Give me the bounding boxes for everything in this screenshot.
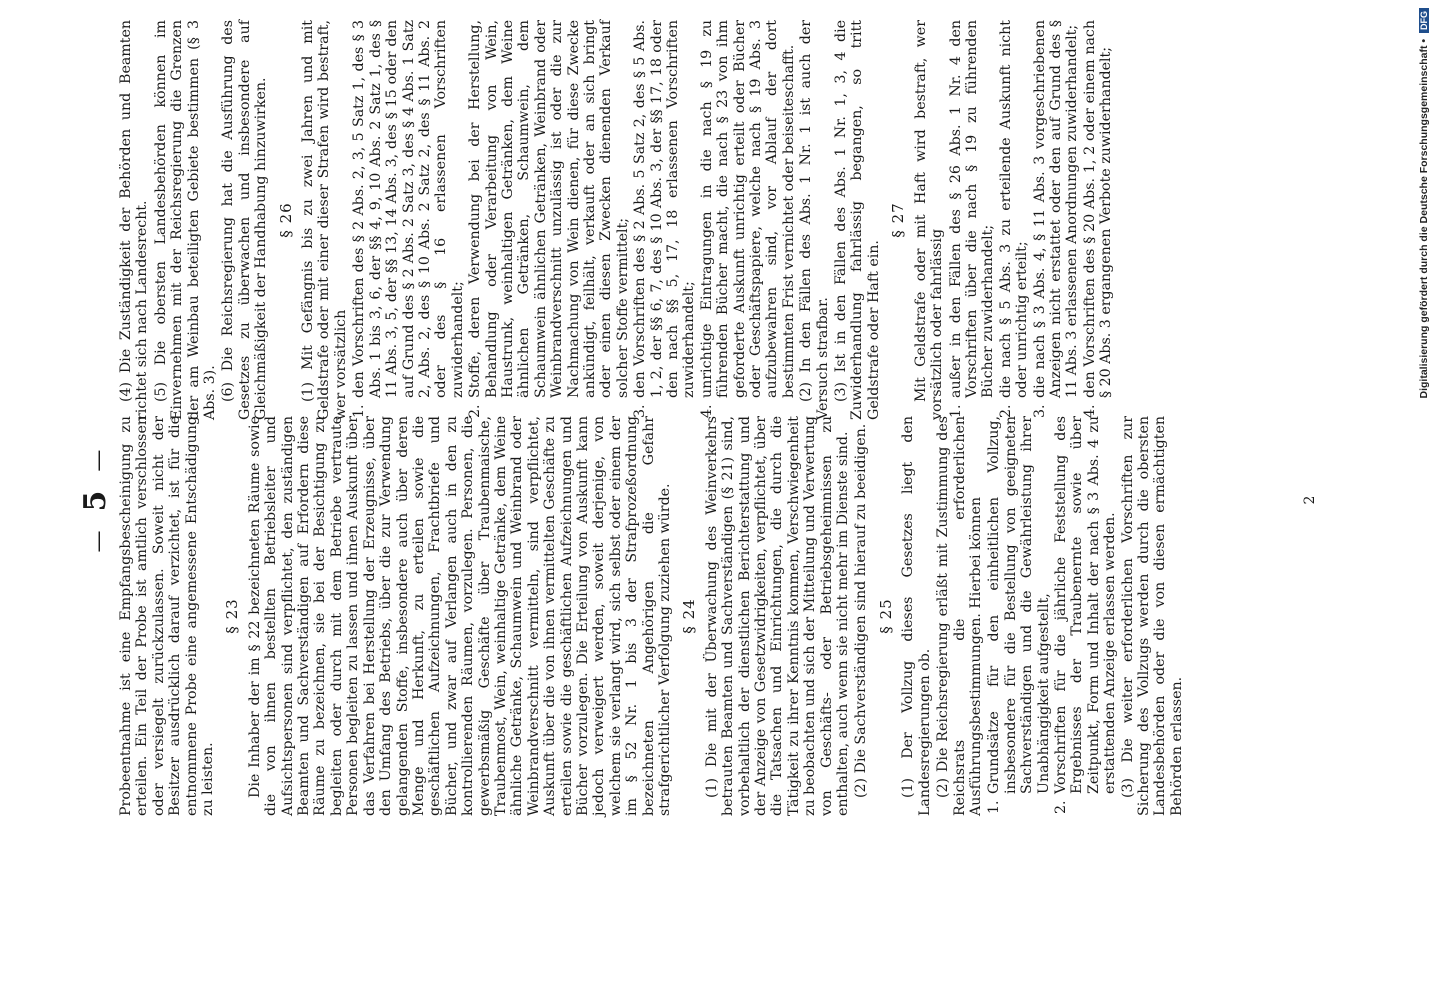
list-item: 3. die nach § 3 Abs. 4, § 11 Abs. 3 vorgeschriebenen Anzeigen nicht erstattet oder den auf Grund des § 11 Abs. 3 erlassenen Anordnungen zuwiderhandelt; [1032, 20, 1081, 400]
page-number: 5 [78, 488, 113, 512]
paragraph: (2) Die Reichsregierung erläßt mit Zustimmung des Reichsrats die erforderlichen Ausführungsbestimmungen. Hierbei können [935, 416, 984, 816]
section-heading-24: § 24 [680, 598, 699, 634]
paragraph: (2) In den Fällen des Abs. 1 Nr. 1 ist auch der Versuch strafbar. [798, 20, 831, 420]
paragraph: (5) Die obersten Landesbehörden können im Einvernehmen mit der Reichsregierung die Grenzen der am Weinbau beteiligten Gebiete bestimmen (§ 3 Abs. 3). [152, 20, 219, 420]
digitization-credit [1418, 0, 1430, 1000]
header-dash-left: — [86, 528, 111, 553]
paragraph: (6) Die Reichsregierung hat die Ausführung des Gesetzes zu überwachen und insbesondere auf Gleichmäßigkeit der Handhabung hinzuwirken. [220, 20, 270, 420]
numbered-list [986, 416, 1118, 816]
list-item: 1. außer in den Fällen des § 26 Abs. 1 Nr. 4 den Vorschriften über die nach § 19 zu führenden Bücher zuwiderhandelt; [948, 20, 997, 400]
paragraph: (3) Die weiter erforderlichen Vorschriften zur Sicherung des Vollzugs werden durch die obersten Landesbehörden oder die von diesen ermächtigten Behörden erlassen. [1119, 416, 1185, 816]
header-dash-right: — [86, 447, 111, 472]
list-item: 4. unrichtige Eintragungen in die nach § 19 zu führenden Bücher macht, die nach § 23 von ihm geforderte Auskunft unrichtig erteilt oder Bücher oder Geschäftspapiere, welche nach § 19 Abs. 3 aufzubewahren sind, vor Ablauf der dort bestimmten Frist vernichtet oder beiseiteschafft. [699, 20, 797, 400]
paragraph: (1) Mit Gefängnis bis zu zwei Jahren und mit Geldstrafe oder mit einer dieser Strafen wird bestraft, wer vorsätzlich [300, 20, 349, 420]
paragraph: Probeentnahme ist eine Empfangsbescheinigung zu erteilen. Ein Teil der Probe ist amtlich verschlossen oder versiegelt zurückzulassen. Soweit nicht der Besitzer ausdrücklich darauf verzichtet, ist für die entnommene Probe eine angemessene Entschädigung zu leisten. [118, 416, 217, 816]
dfg-logo: DFG [1419, 8, 1429, 33]
list-item: 2. Stoffe, deren Verwendung bei der Herstellung, Behandlung oder Verarbeitung von Wein, Haustrunk, weinhaltigen Getränken, dem Weine ähnlichen Getränken, Schaumwein, dem Schaumwein ähnlichen Getränken, Weinbrand oder Weinbrandverschnitt unzulässig ist oder die zur Nachmachung von Wein dienen, für diese Zwecke ankündigt, feilhält, verkauft oder an sich bringt oder einen diesen Zwecken dienenden Verkauf solcher Stoffe vermittelt; [467, 20, 631, 400]
page-header [78, 0, 113, 1000]
right-column [118, 20, 1116, 420]
section-heading-27: § 27 [889, 202, 908, 238]
section-heading-23: § 23 [223, 598, 242, 634]
credit-text: Digitalisierung gefördert durch die Deutsche Forschungsgemeinschaft • [1418, 38, 1430, 399]
list-item: 4. den Vorschriften des § 20 Abs. 1, 2 oder einem nach § 20 Abs. 3 ergangenen Verbote zuwiderhandelt; [1082, 20, 1115, 400]
section-heading-26: § 26 [276, 202, 295, 238]
paragraph: Mit Geldstrafe oder mit Haft wird bestraft, wer vorsätzlich oder fahrlässig [912, 20, 946, 420]
left-column [118, 416, 1187, 816]
list-item: 3. den Vorschriften des § 2 Abs. 5 Satz 2, des § 5 Abs. 1, 2, der §§ 6, 7, des § 10 Abs. 3, der §§ 17, 18 oder den nach §§ 5, 17, 18 erlassenen Vorschriften zuwiderhandelt; [632, 20, 698, 400]
section-heading-25: § 25 [876, 598, 895, 634]
list-item: 2. Vorschriften für die jährliche Feststellung des Ergebnisses der Traubenernte sowie über Zeitpunkt, Form und Inhalt der nach § 3 Abs. 4 zu erstattenden Anzeige erlassen werden. [1053, 416, 1119, 796]
list-item: 1. Grundsätze für den einheitlichen Vollzug, insbesondere für die Bestellung von geeigneten Sachverständigen und die Gewährleistung ihrer Unabhängigkeit aufgestellt, [986, 416, 1052, 796]
signature-mark: 2 [1302, 495, 1318, 505]
paragraph: (4) Die Zuständigkeit der Behörden und Beamten richtet sich nach Landesrecht. [118, 20, 151, 420]
paragraph: (2) Die Sachverständigen sind hierauf zu beeidigen. [853, 423, 870, 798]
list-item: 2. die nach § 5 Abs. 3 zu erteilende Auskunft nicht oder unrichtig erteilt; [998, 20, 1031, 400]
list-item: 1. den Vorschriften des § 2 Abs. 2, 3, 5 Satz 1, des § 3 Abs. 1 bis 3, 6, der §§ 4, 9, 10 Abs. 2 Satz 1, des § 11 Abs. 3, 5, der §§ 13, 14 Abs. 3, des § 15 oder den auf Grund des § 2 Abs. 2 Satz 3, des § 4 Abs. 1 Satz 2, Abs. 2, des § 10 Abs. 2 Satz 2, des § 11 Abs. 2 oder des § 16 erlassenen Vorschriften zuwiderhandelt; [351, 20, 466, 400]
paragraph: (3) Ist in den Fällen des Abs. 1 Nr. 1, 3, 4 die Zuwiderhandlung fahrlässig begangen, so tritt Geldstrafe oder Haft ein. [833, 20, 882, 420]
paragraph: Die Inhaber der im § 22 bezeichneten Räume sowie die von ihnen bestellten Betriebsleiter und Aufsichtspersonen sind verpflichtet, den zuständigen Beamten und Sachverständigen auf Erfordern diese Räume zu bezeichnen, sie bei der Besichtigung zu begleiten oder durch mit dem Betriebe vertraute Personen begleiten zu lassen und ihnen Auskunft über das Verfahren bei Herstellung der Erzeugnisse, über den Umfang des Betriebs, über die zur Verwendung gelangenden Stoffe, insbesondere auch über deren Menge und Herkunft, zu erteilen sowie die geschäftlichen Aufzeichnungen, Frachtbriefe und Bücher, und zwar auf Verlangen auch in den zu kontrollierenden Räumen, vorzulegen. Personen, die gewerbsmäßig Geschäfte über Traubenmaische, Traubenmost, Wein, weinhaltige Getränke, dem Weine ähnliche Getränke, Schaumwein und Weinbrand oder Weinbrandverschnitt vermitteln, sind verpflichtet, Auskunft über die von ihnen vermittelten Geschäfte zu erteilen sowie die geschäftlichen Aufzeichnungen und Bücher vorzulegen. Die Erteilung von Auskunft kann jedoch verweigert werden, soweit derjenige, von welchem sie verlangt wird, sich selbst oder einem der im § 52 Nr. 1 bis 3 der Strafprozeßordnung bezeichneten Angehörigen die Gefahr strafgerichtlicher Verfolgung zuziehen würde. [246, 416, 673, 816]
paragraph: (1) Die mit der Überwachung des Weinverkehrs betrauten Beamten und Sachverständigen (§ 21) sind, vorbehaltlich der dienstlichen Berichterstattung und der Anzeige von Gesetzwidrigkeiten, verpflichtet, über die Tatsachen und Einrichtungen, die durch die Tätigkeit zu ihrer Kenntnis kommen, Verschwiegenheit zu beobachten und sich der Mitteilung und Verwertung von Geschäfts- oder Betriebsgeheimnissen zu enthalten, auch wenn sie nicht mehr im Dienste sind. [703, 416, 852, 816]
paragraph: (1) Der Vollzug dieses Gesetzes liegt den Landesregierungen ob. [900, 416, 933, 816]
numbered-list [948, 20, 1115, 420]
numbered-list [351, 20, 797, 420]
